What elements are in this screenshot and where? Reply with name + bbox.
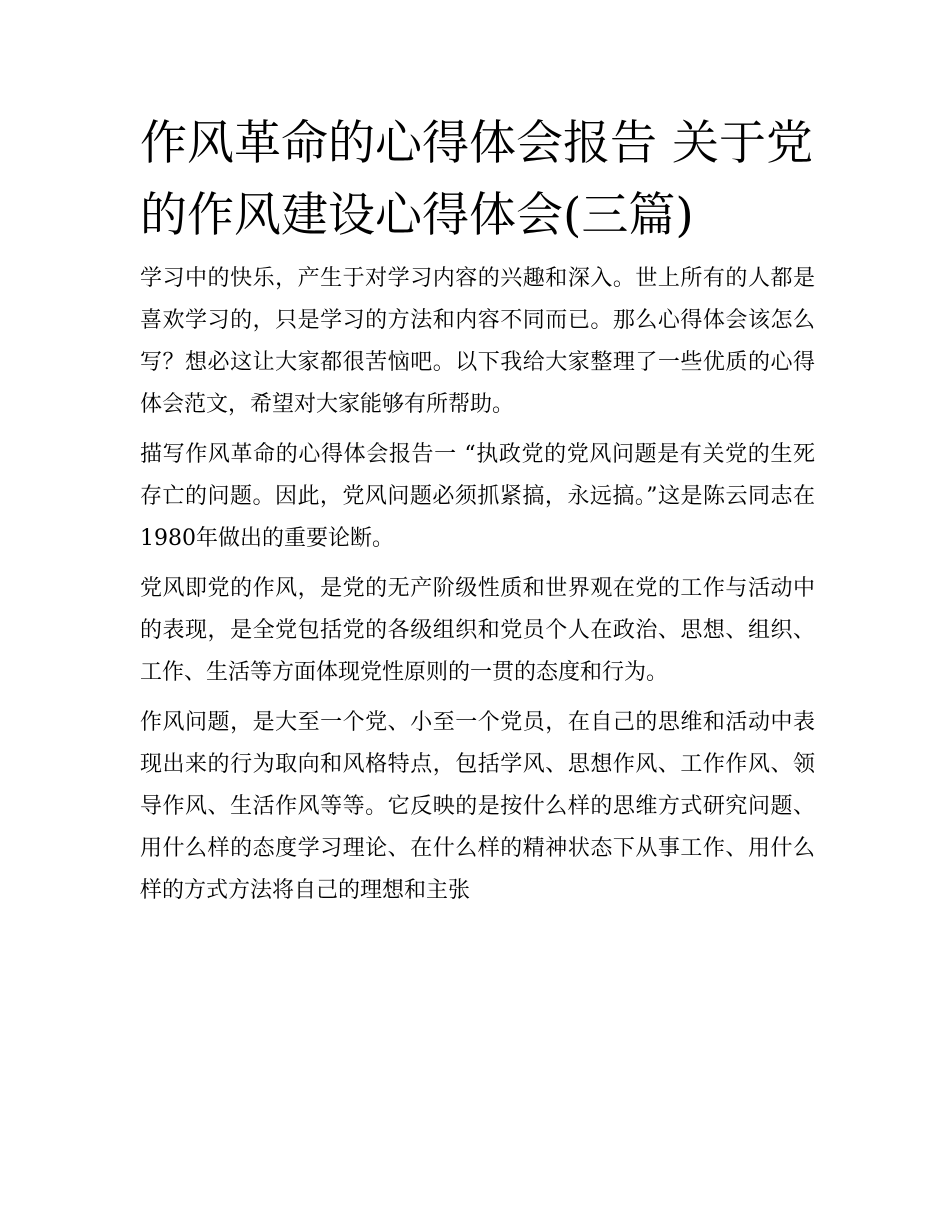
document-page [140, 108, 815, 920]
paragraph-chen-yun-quote: 描写作风革命的心得体会报告一 “执政党的党风问题是有关党的生死存亡的问题。因此，党风问题必须抓紧搞，永远搞。”这是陈云同志在1980年做出的重要论断。 [140, 442, 815, 551]
paragraph-work-style-issues: 作风问题，是大至一个党、小至一个党员，在自己的思维和活动中表现出来的行为取向和风格特点，包括学风、思想作风、工作作风、领导作风、生活作风等等。它反映的是按什么样的思维方式研究问题、用什么样的态度学习理论、在什么样的精神状态下从事工作、用什么样的方式方法将自己的理想和主张 [140, 710, 815, 903]
document-title: 作风革命的心得体会报告 关于党的作风建设心得体会(三篇) [140, 116, 813, 243]
paragraph-intro: 学习中的快乐，产生于对学习内容的兴趣和深入。世上所有的人都是喜欢学习的，只是学习的方法和内容不同而已。那么心得体会该怎么写？想必这让大家都很苦恼吧。以下我给大家整理了一些优质的心得体会范文，希望对大家能够有所帮助。 [140, 266, 815, 417]
paragraph-party-style-definition: 党风即党的作风，是党的无产阶级性质和世界观在党的工作与活动中的表现，是全党包括党的各级组织和党员个人在政治、思想、组织、工作、生活等方面体现党性原则的一贯的态度和行为。 [140, 576, 815, 685]
